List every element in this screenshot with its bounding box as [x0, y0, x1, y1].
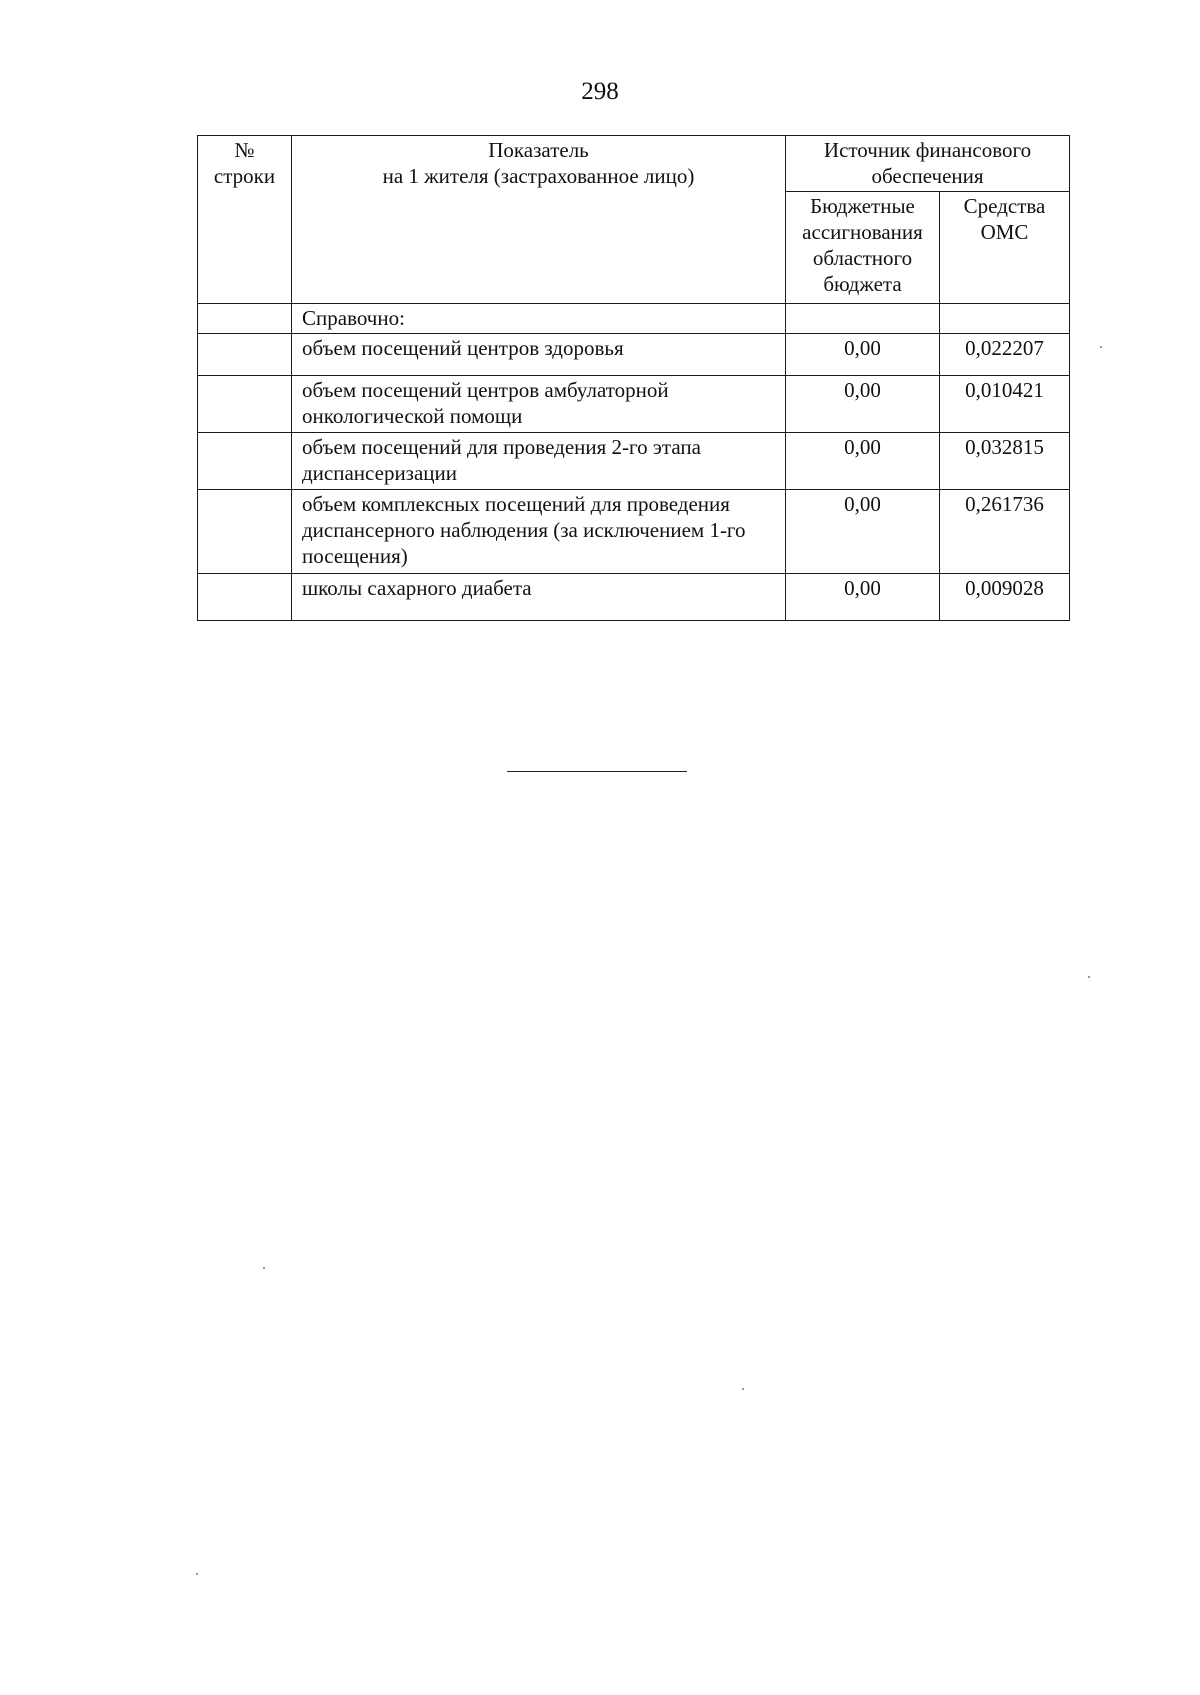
table-row	[198, 490, 1070, 574]
indicator-cell: школы сахарного диабета	[292, 574, 786, 621]
page-number: 298	[581, 78, 619, 105]
header-indicator-label: Показатель на 1 жителя (застрахованное лицо)	[382, 138, 695, 188]
row-number-cell	[198, 574, 292, 621]
header-budget-label: Бюджетные ассигнования областного бюджета	[802, 194, 923, 296]
header-budget	[786, 192, 940, 304]
oms-cell: 0,010421	[940, 376, 1070, 433]
row-number-cell	[198, 334, 292, 376]
oms-cell: 0,261736	[940, 490, 1070, 574]
header-row-number	[198, 136, 292, 304]
scan-speck	[742, 1388, 744, 1390]
header-oms	[940, 192, 1070, 304]
header-indicator	[292, 136, 786, 304]
row-number-cell	[198, 376, 292, 433]
indicator-cell: Справочно:	[292, 304, 786, 334]
scan-speck	[263, 1267, 265, 1269]
end-rule	[507, 771, 687, 772]
indicator-cell: объем посещений центров здоровья	[292, 334, 786, 376]
oms-cell: 0,022207	[940, 334, 1070, 376]
budget-cell: 0,00	[786, 376, 940, 433]
header-row-number-label: № строки	[213, 138, 276, 188]
header-oms-label: Средства ОМС	[963, 194, 1046, 244]
scan-speck	[1088, 976, 1090, 978]
indicator-cell: объем посещений для проведения 2-го этапа диспансеризации	[292, 433, 786, 490]
table-row	[198, 574, 1070, 621]
budget-cell	[786, 304, 940, 334]
table-row	[198, 334, 1070, 376]
header-funding-source	[786, 136, 1070, 192]
budget-cell: 0,00	[786, 334, 940, 376]
table-row	[198, 376, 1070, 433]
row-number-cell	[198, 433, 292, 490]
table-row	[198, 304, 1070, 334]
financing-table	[197, 135, 1070, 621]
table-row	[198, 433, 1070, 490]
budget-cell: 0,00	[786, 490, 940, 574]
oms-cell: 0,032815	[940, 433, 1070, 490]
header-funding-source-label: Источник финансового обеспечения	[823, 138, 1032, 188]
oms-cell	[940, 304, 1070, 334]
budget-cell: 0,00	[786, 433, 940, 490]
scan-speck	[196, 1573, 198, 1575]
indicator-cell: объем посещений центров амбулаторной онкологической помощи	[292, 376, 786, 433]
scan-speck	[1100, 346, 1102, 348]
budget-cell: 0,00	[786, 574, 940, 621]
row-number-cell	[198, 304, 292, 334]
indicator-cell: объем комплексных посещений для проведения диспансерного наблюдения (за исключением 1-го посещения)	[292, 490, 786, 574]
oms-cell: 0,009028	[940, 574, 1070, 621]
row-number-cell	[198, 490, 292, 574]
